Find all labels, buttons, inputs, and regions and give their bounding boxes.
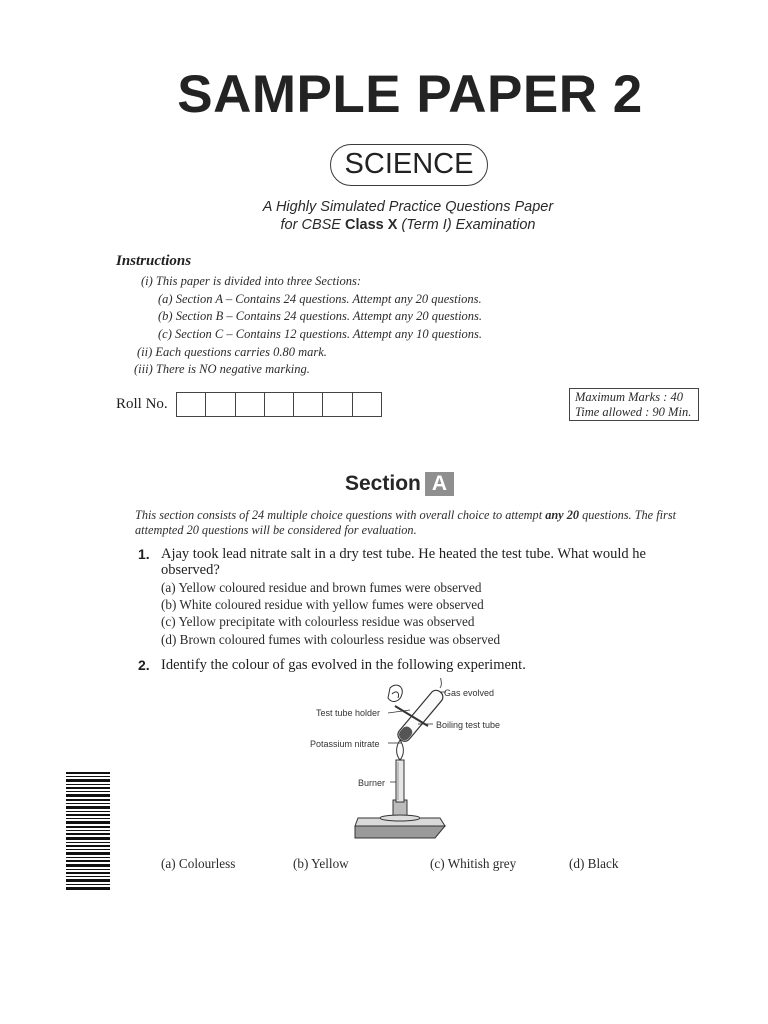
question-text: Identify the colour of gas evolved in the following experiment. <box>161 657 526 673</box>
burner-base-plate <box>355 826 445 838</box>
answer-option[interactable]: (a) Colourless <box>161 856 236 871</box>
burner-tube <box>396 760 404 802</box>
roll-digit-box[interactable] <box>176 392 206 417</box>
roll-digit-box[interactable] <box>264 392 294 417</box>
answer-option[interactable]: (d) Brown coloured fumes with colourless residue was observed <box>161 632 501 647</box>
barcode-bars <box>66 772 110 890</box>
answer-option[interactable]: (a) Yellow coloured residue and brown fumes were observed <box>161 580 482 595</box>
subtitle-prefix: for CBSE <box>280 217 345 233</box>
instruction-item: (i) This paper is divided into three Sections: <box>141 274 361 288</box>
roll-digit-box[interactable] <box>352 392 382 417</box>
question-number: 2. <box>138 657 150 673</box>
label-burner: Burner <box>358 778 386 788</box>
gas-wisp <box>440 678 442 688</box>
roll-digit-box[interactable] <box>322 392 352 417</box>
roll-digit-box[interactable] <box>293 392 323 417</box>
burner-collar <box>380 815 420 821</box>
hand-outline <box>388 685 402 701</box>
section-desc-part1: This section consists of 24 multiple choice questions with overall choice to attempt <box>135 508 546 522</box>
label-potassium-nitrate: Potassium nitrate <box>310 739 380 749</box>
section-word: Section <box>345 472 421 495</box>
answer-option[interactable]: (b) Yellow <box>293 856 349 871</box>
subtitle-suffix: (Term I) Examination <box>397 217 536 233</box>
instruction-item: (ii) Each questions carries 0.80 mark. <box>137 345 327 359</box>
label-gas-evolved: Gas evolved <box>444 688 495 698</box>
subtitle-line-1 <box>0 199 768 215</box>
roll-number-label: Roll No. <box>116 396 168 412</box>
answer-option[interactable]: (b) White coloured residue with yellow fumes were observed <box>161 597 484 612</box>
section-desc-bold: any 20 <box>545 508 580 522</box>
section-description <box>135 508 695 537</box>
subtitle-text-1: A Highly Simulated Practice Questions Paper <box>262 199 554 215</box>
section-desc-part2: questions. The first attempted 20 questions will be considered for evaluation. <box>135 508 677 537</box>
instruction-item: (a) Section A – Contains 24 questions. Attempt any 20 questions. <box>158 292 482 306</box>
section-letter-badge: A <box>425 472 454 496</box>
roll-digit-box[interactable] <box>235 392 265 417</box>
instruction-item: (iii) There is NO negative marking. <box>134 362 310 376</box>
question-text: Ajay took lead nitrate salt in a dry test tube. He heated the test tube. What would he <box>161 546 646 562</box>
roll-number-boxes[interactable] <box>176 392 381 417</box>
answer-option[interactable]: (c) Whitish grey <box>430 856 517 871</box>
label-boiling-test-tube: Boiling test tube <box>436 720 501 730</box>
marks-time-box <box>569 388 699 421</box>
roll-digit-box[interactable] <box>205 392 235 417</box>
subtitle-class: Class X <box>345 217 398 233</box>
subtitle-line-2 <box>0 217 768 233</box>
maximum-marks: Maximum Marks : 40 <box>575 390 683 404</box>
hand-fingers <box>392 692 399 698</box>
subject-badge: SCIENCE <box>330 144 488 186</box>
label-test-tube-holder: Test tube holder <box>316 708 381 718</box>
experiment-diagram <box>300 678 530 848</box>
boiling-test-tube <box>395 688 445 744</box>
paper-title: SAMPLE PAPER 2 <box>177 65 643 124</box>
section-heading <box>345 472 454 496</box>
question-number: 1. <box>138 546 150 562</box>
time-allowed: Time allowed : 90 Min. <box>575 404 692 419</box>
answer-option[interactable]: (d) Black <box>569 856 619 871</box>
barcode-icon <box>66 772 110 890</box>
instruction-item: (c) Section C – Contains 12 questions. Attempt any 10 questions. <box>158 327 483 341</box>
instructions-heading: Instructions <box>116 253 192 269</box>
answer-option[interactable]: (c) Yellow precipitate with colourless residue was observed <box>161 614 475 629</box>
question-text-continued: observed? <box>161 562 220 578</box>
instruction-item: (b) Section B – Contains 24 questions. Attempt any 20 questions. <box>158 309 483 323</box>
